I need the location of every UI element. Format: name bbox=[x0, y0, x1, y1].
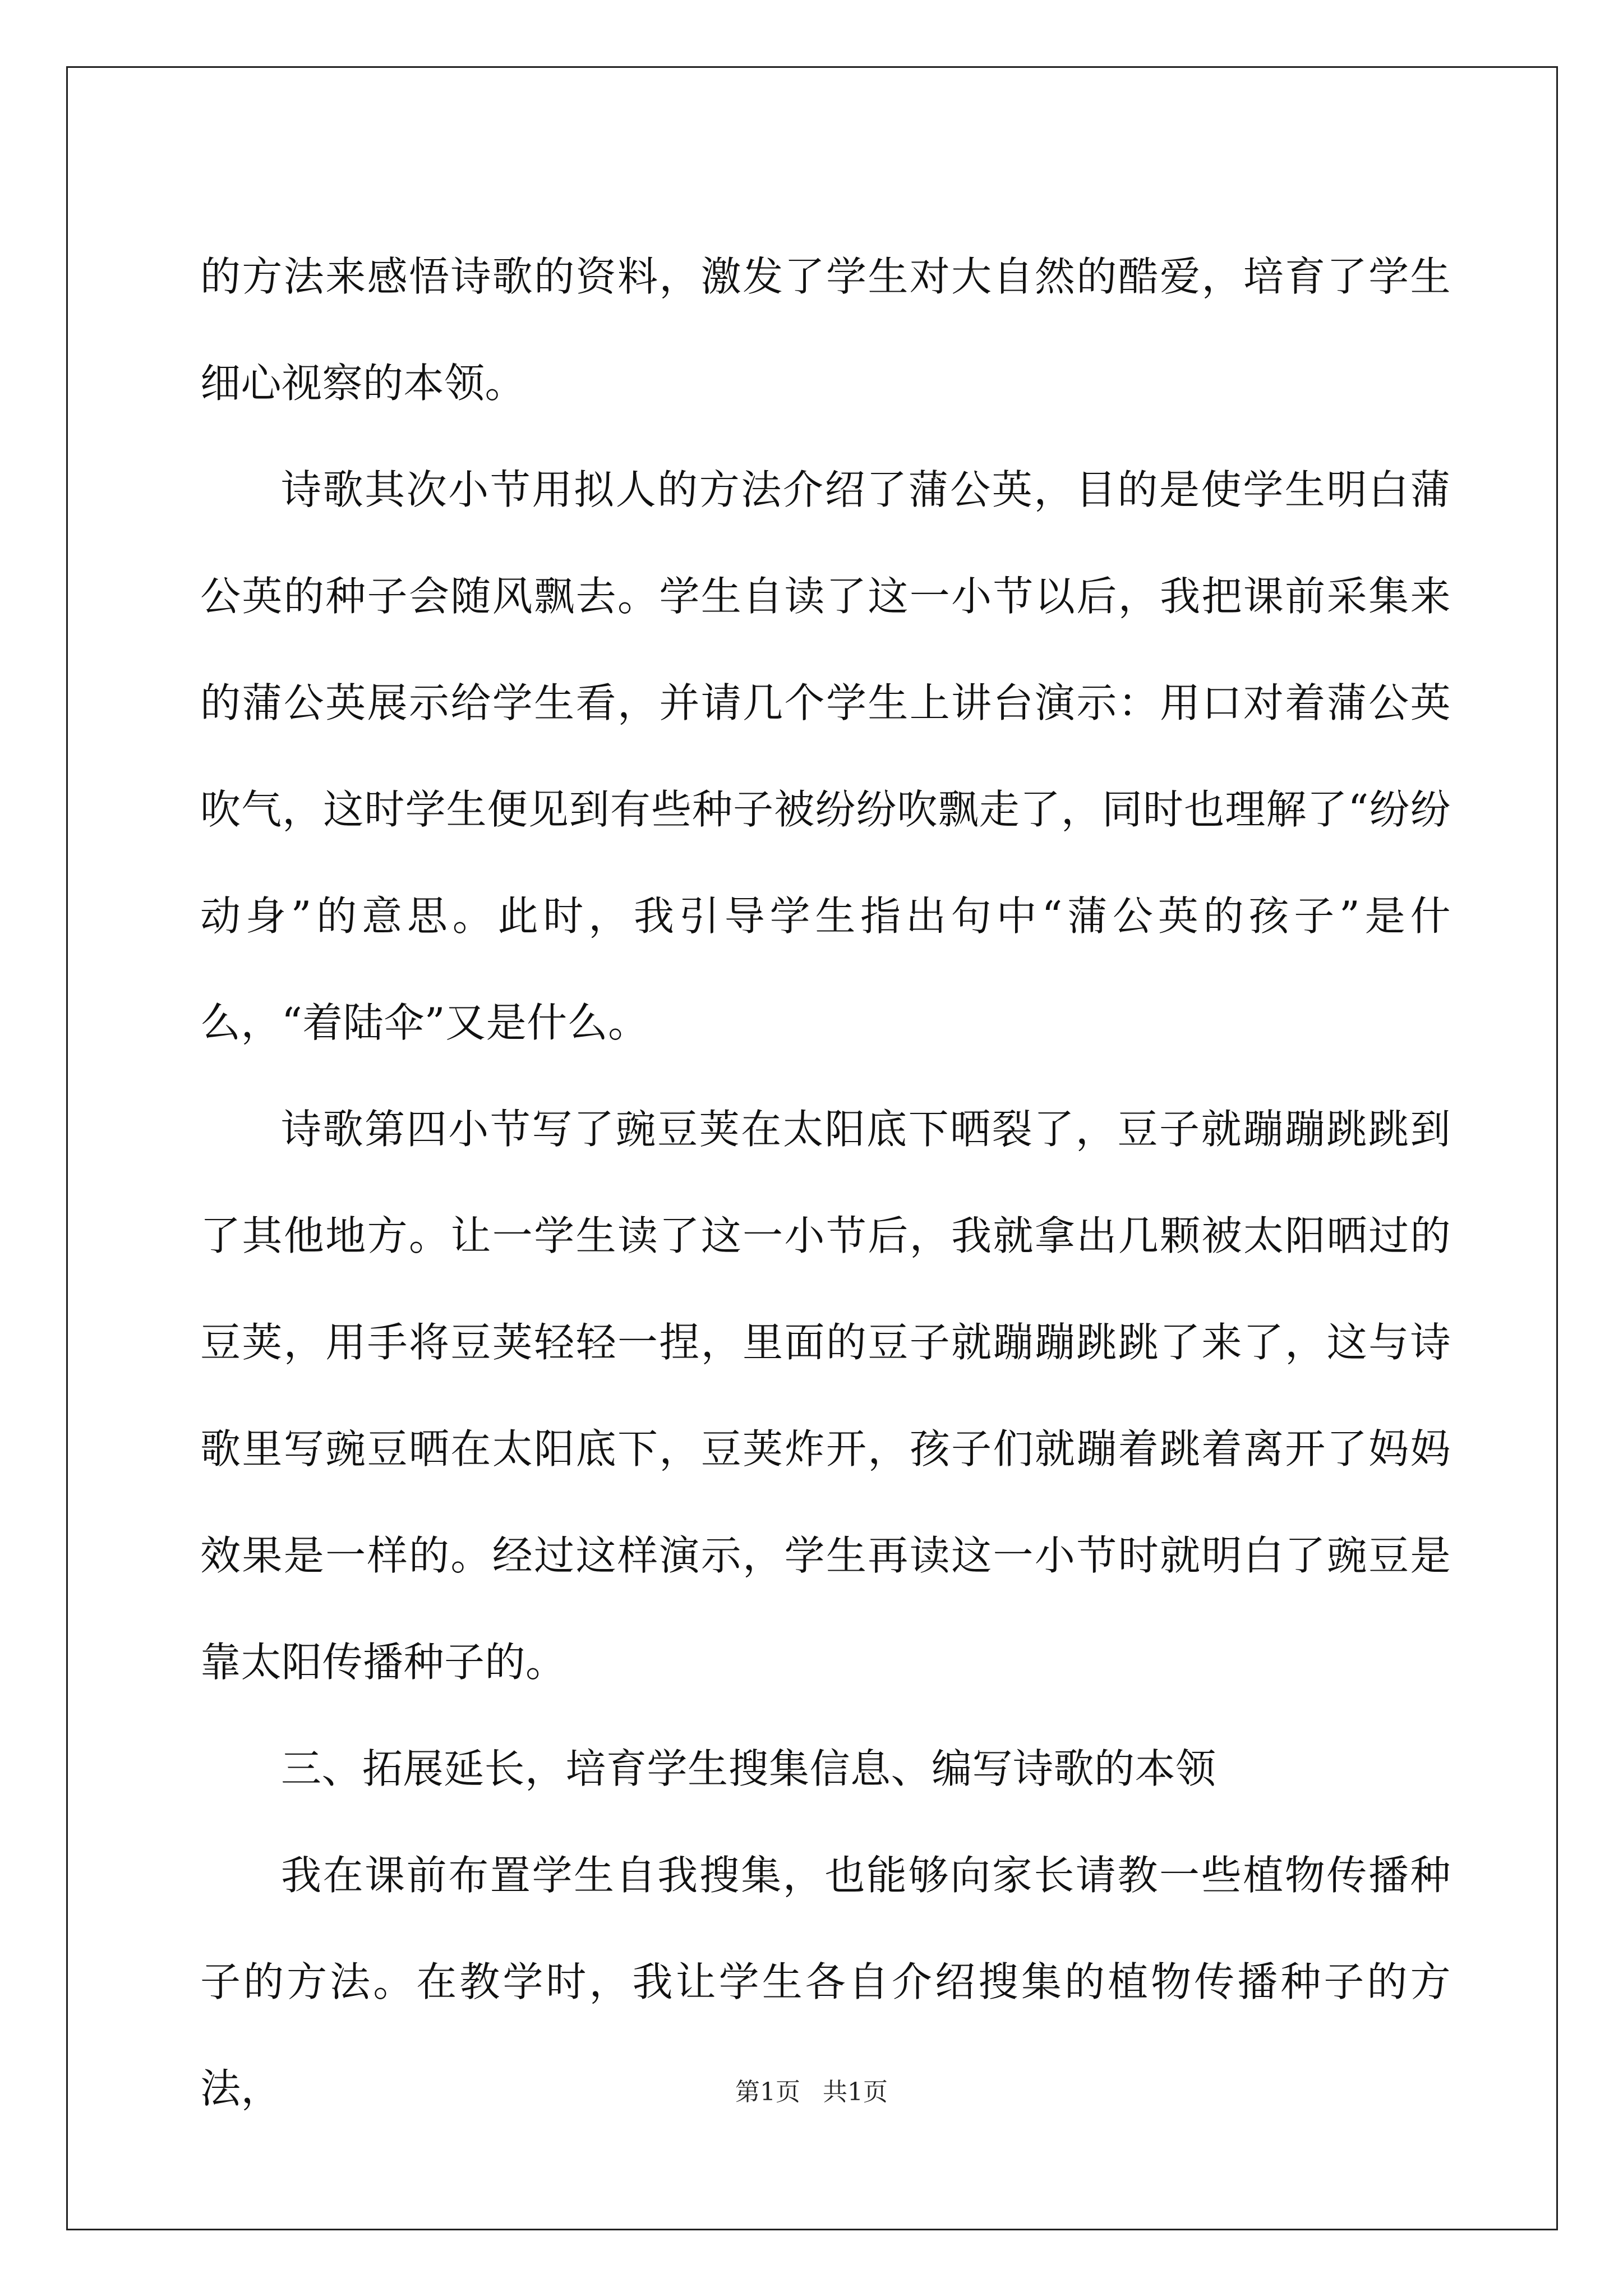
paragraph-1: 的方法来感悟诗歌的资料，激发了学生对大自然的酷爱，培育了学生细心视察的本领。 bbox=[200, 253, 1451, 407]
paragraph-2: 诗歌其次小节用拟人的方法介绍了蒲公英，目的是使学生明白蒲公英的种子会随风飘去。学生自读了这一小节以后，我把课前采集来的蒲公英展示给学生看，并请几个学生上讲台演示：用口对着蒲公英吹气，这时学生便见到有些种子被纷纷吹飘走了，同时也理解了“纷纷动身”的意思。此时，我引导学生指出句中“蒲公英的孩子”是什么，“着陆伞”又是什么。 bbox=[200, 466, 1451, 1046]
page-number: 第1页 bbox=[735, 2078, 800, 2106]
document-body bbox=[200, 223, 1451, 2142]
page-footer bbox=[0, 2076, 1623, 2109]
paragraph-5: 我在课前布置学生自我搜集，也能够向家长请教一些植物传播种子的方法。在教学时，我让学生各自介绍搜集的植物传播种子的方法， bbox=[200, 1852, 1451, 2112]
section-heading: 三、拓展延长，培育学生搜集信息、编写诗歌的本领 bbox=[281, 1745, 1216, 1792]
paragraph-3: 诗歌第四小节写了豌豆荚在太阳底下晒裂了，豆子就蹦蹦跳跳到了其他地方。让一学生读了这一小节后，我就拿出几颗被太阳晒过的豆荚，用手将豆荚轻轻一捏，里面的豆子就蹦蹦跳跳了来了，这与诗歌里写豌豆晒在太阳底下，豆荚炸开，孩子们就蹦着跳着离开了妈妈效果是一样的。经过这样演示，学生再读这一小节时就明白了豌豆是靠太阳传播种子的。 bbox=[200, 1106, 1451, 1686]
page-total: 共1页 bbox=[823, 2078, 888, 2106]
